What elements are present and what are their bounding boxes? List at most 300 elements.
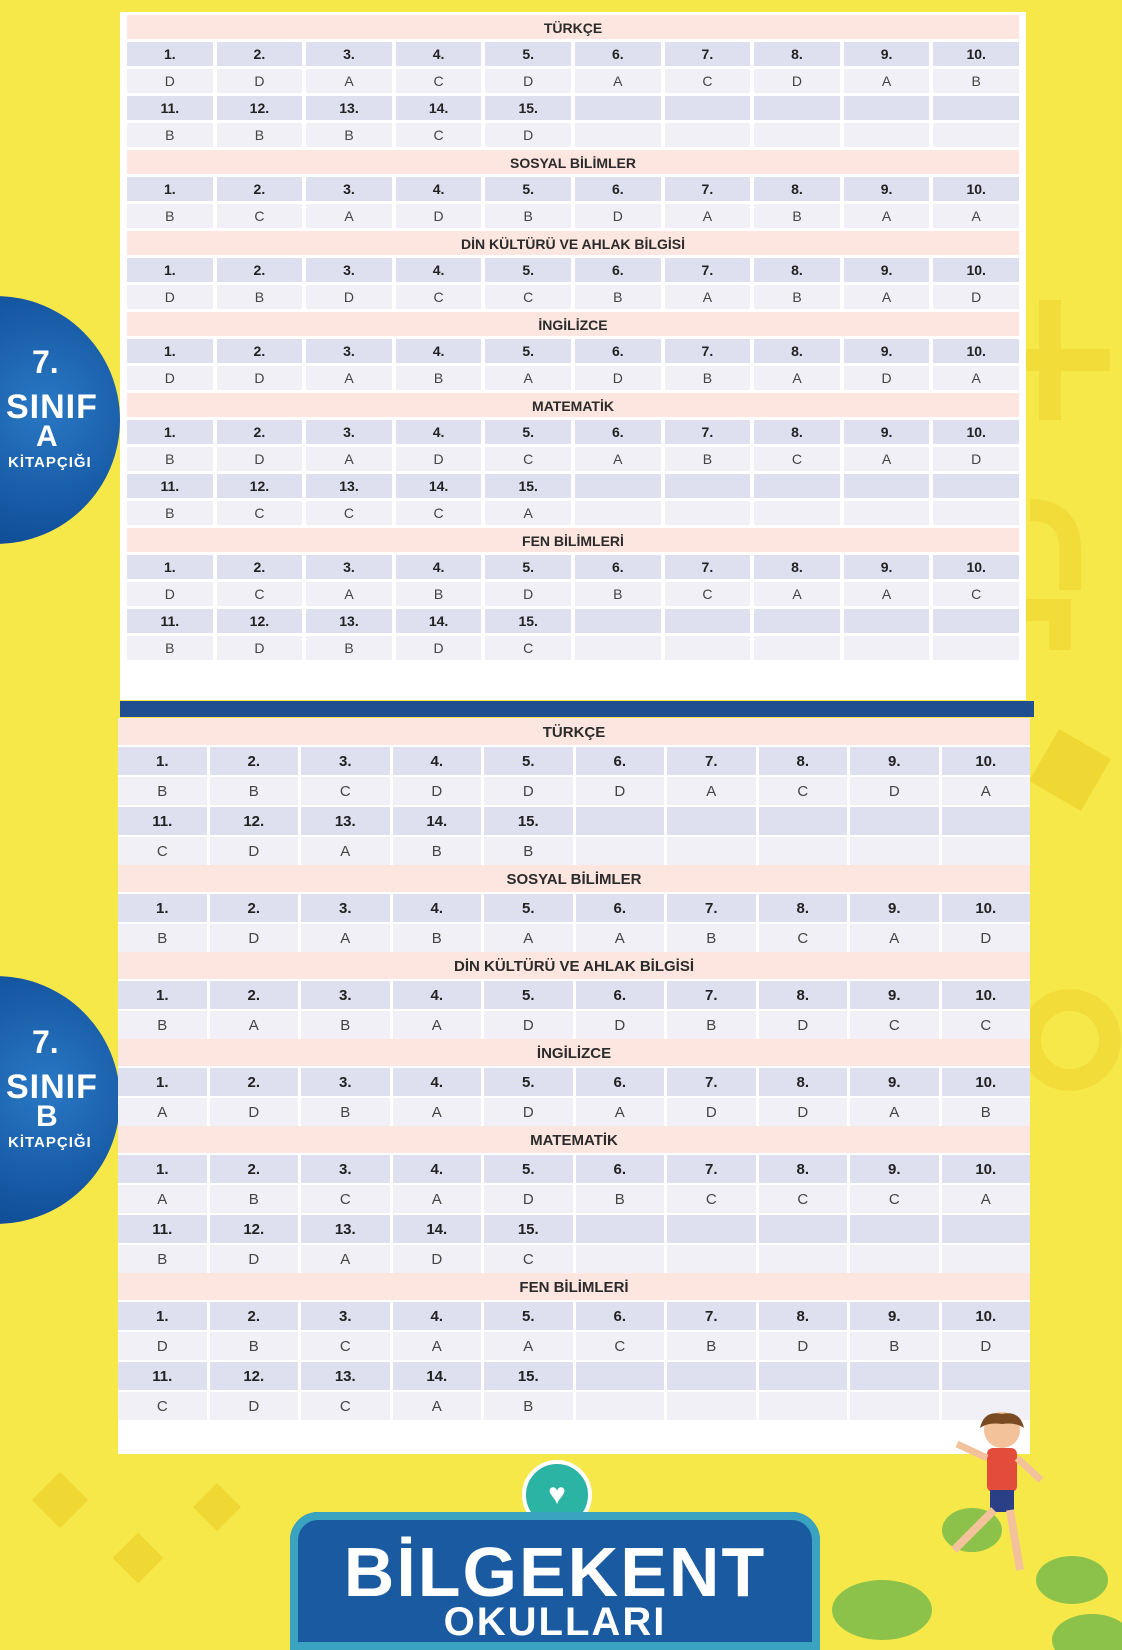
question-number: 15.: [484, 807, 573, 835]
question-number: 4.: [393, 981, 482, 1009]
question-number: 6.: [576, 981, 665, 1009]
answer-letter: D: [754, 69, 840, 93]
answer-letter: D: [759, 1332, 848, 1360]
answer-grid: [127, 609, 1019, 660]
question-number: 10.: [942, 747, 1031, 775]
answer-letter: D: [210, 1245, 299, 1273]
question-number: [575, 474, 661, 498]
subject-section: [118, 865, 1030, 952]
question-number: [759, 1362, 848, 1390]
answer-letter: A: [301, 837, 390, 865]
question-number: 1.: [118, 1302, 207, 1330]
answer-letter: D: [759, 1098, 848, 1126]
question-number: 12.: [217, 96, 303, 120]
question-number: [667, 1215, 756, 1243]
question-number: 14.: [396, 474, 482, 498]
question-number: 4.: [393, 894, 482, 922]
question-number: [850, 1215, 939, 1243]
answer-letter: A: [306, 447, 392, 471]
answer-letter: D: [396, 204, 482, 228]
badge-grade: 7.: [32, 1024, 59, 1060]
answer-letter: B: [575, 582, 661, 606]
answer-letter: D: [127, 69, 213, 93]
question-number: 2.: [217, 42, 303, 66]
question-number: 9.: [850, 1155, 939, 1183]
subject-section: [127, 312, 1019, 390]
subject-section: [127, 393, 1019, 525]
question-number: 9.: [844, 177, 930, 201]
answer-letter: A: [484, 1332, 573, 1360]
question-number: 3.: [301, 981, 390, 1009]
question-number: 13.: [301, 1215, 390, 1243]
question-number: 10.: [933, 258, 1019, 282]
answer-letter: [933, 501, 1019, 525]
question-number: 7.: [665, 420, 751, 444]
heart-icon: ♥: [522, 1460, 592, 1530]
question-number: 9.: [844, 258, 930, 282]
booklet-divider: [120, 701, 1034, 717]
question-number: 9.: [850, 1302, 939, 1330]
answer-letter: [665, 123, 751, 147]
answer-letter: B: [393, 837, 482, 865]
answer-grid: [118, 1362, 1030, 1420]
subject-title: MATEMATİK: [127, 393, 1019, 417]
answer-letter: C: [576, 1332, 665, 1360]
answer-grid: [118, 1155, 1030, 1213]
answer-letter: C: [942, 1011, 1031, 1039]
answer-letter: [576, 1245, 665, 1273]
answer-letter: D: [393, 777, 482, 805]
question-number: 1.: [127, 42, 213, 66]
question-number: 7.: [667, 981, 756, 1009]
answer-letter: A: [844, 447, 930, 471]
question-number: [844, 96, 930, 120]
question-number: 1.: [118, 1068, 207, 1096]
subject-title: TÜRKÇE: [118, 718, 1030, 745]
question-number: 2.: [210, 981, 299, 1009]
subject-title: SOSYAL BİLİMLER: [127, 150, 1019, 174]
answer-letter: C: [759, 924, 848, 952]
answer-letter: C: [217, 582, 303, 606]
answer-letter: C: [759, 1185, 848, 1213]
question-number: 13.: [306, 96, 392, 120]
question-number: 10.: [933, 420, 1019, 444]
question-number: 10.: [942, 981, 1031, 1009]
question-number: 3.: [306, 42, 392, 66]
answer-letter: C: [667, 1185, 756, 1213]
answer-letter: B: [210, 1185, 299, 1213]
question-number: 9.: [850, 747, 939, 775]
answer-letter: A: [485, 366, 571, 390]
logo-subtitle: OKULLARI: [443, 1600, 667, 1644]
answer-letter: A: [933, 366, 1019, 390]
question-number: [576, 1215, 665, 1243]
answer-letter: B: [667, 924, 756, 952]
badge-grade: 7.: [32, 344, 59, 380]
answer-letter: D: [484, 1011, 573, 1039]
answer-letter: A: [850, 1098, 939, 1126]
question-number: 3.: [301, 1302, 390, 1330]
answer-letter: [667, 1392, 756, 1420]
question-number: 6.: [576, 1302, 665, 1330]
question-number: 1.: [127, 555, 213, 579]
answer-letter: [942, 1245, 1031, 1273]
answer-letter: B: [217, 285, 303, 309]
answer-letter: D: [667, 1098, 756, 1126]
answer-letter: C: [933, 582, 1019, 606]
answer-letter: [933, 123, 1019, 147]
answer-letter: A: [485, 501, 571, 525]
answer-letter: B: [127, 636, 213, 660]
question-number: 14.: [396, 96, 482, 120]
subject-title: TÜRKÇE: [127, 15, 1019, 39]
answer-letter: B: [393, 924, 482, 952]
answer-grid: [118, 1215, 1030, 1273]
question-number: [667, 1362, 756, 1390]
question-number: 14.: [393, 1215, 482, 1243]
answer-letter: B: [667, 1332, 756, 1360]
answer-letter: B: [484, 1392, 573, 1420]
question-number: 5.: [484, 1068, 573, 1096]
question-number: 11.: [127, 474, 213, 498]
question-number: 13.: [301, 807, 390, 835]
question-number: 7.: [665, 42, 751, 66]
question-number: 4.: [393, 1068, 482, 1096]
subject-title: MATEMATİK: [118, 1126, 1030, 1153]
question-number: 5.: [484, 1155, 573, 1183]
question-number: 5.: [484, 747, 573, 775]
subject-title: SOSYAL BİLİMLER: [118, 865, 1030, 892]
answer-letter: A: [393, 1098, 482, 1126]
answer-letter: [667, 837, 756, 865]
answer-letter: C: [485, 285, 571, 309]
answer-letter: C: [217, 204, 303, 228]
answer-letter: D: [217, 636, 303, 660]
question-number: 7.: [665, 555, 751, 579]
school-logo: [290, 1512, 820, 1650]
badge-letter: B: [36, 1100, 58, 1133]
answer-letter: B: [127, 447, 213, 471]
answer-letter: B: [118, 777, 207, 805]
question-number: 9.: [844, 555, 930, 579]
question-number: 15.: [485, 474, 571, 498]
answer-letter: A: [306, 366, 392, 390]
question-number: 2.: [210, 894, 299, 922]
question-number: 7.: [667, 1068, 756, 1096]
answer-grid: [127, 339, 1019, 390]
question-number: 11.: [127, 609, 213, 633]
question-number: 3.: [301, 894, 390, 922]
subject-section: [118, 1273, 1030, 1420]
badge-booklet-word: KİTAPÇIĞI: [8, 1134, 92, 1151]
question-number: 2.: [210, 1302, 299, 1330]
question-number: 3.: [301, 747, 390, 775]
answer-letter: [754, 501, 840, 525]
answer-letter: B: [754, 285, 840, 309]
answer-letter: A: [850, 924, 939, 952]
subject-title: DİN KÜLTÜRÜ VE AHLAK BİLGİSİ: [127, 231, 1019, 255]
question-number: 7.: [667, 1302, 756, 1330]
question-number: 2.: [217, 177, 303, 201]
booklet-b-badge: [0, 976, 120, 1224]
question-number: 7.: [665, 258, 751, 282]
answer-grid: [118, 807, 1030, 865]
answer-letter: B: [850, 1332, 939, 1360]
question-number: 8.: [754, 420, 840, 444]
answer-letter: A: [665, 285, 751, 309]
answer-letter: C: [301, 777, 390, 805]
answer-letter: C: [759, 777, 848, 805]
question-number: 10.: [942, 1302, 1031, 1330]
subject-section: [127, 528, 1019, 660]
question-number: 2.: [217, 258, 303, 282]
answer-letter: C: [396, 123, 482, 147]
subject-section: [127, 150, 1019, 228]
answer-letter: D: [484, 1098, 573, 1126]
answer-grid: [127, 96, 1019, 147]
question-number: 8.: [759, 1155, 848, 1183]
answer-letter: D: [393, 1245, 482, 1273]
question-number: 8.: [759, 1302, 848, 1330]
answer-letter: C: [301, 1332, 390, 1360]
question-number: 6.: [575, 42, 661, 66]
question-number: 7.: [667, 747, 756, 775]
answer-letter: [844, 123, 930, 147]
answer-letter: C: [754, 447, 840, 471]
answer-letter: D: [396, 636, 482, 660]
answer-letter: D: [575, 204, 661, 228]
subject-title: FEN BİLİMLERİ: [118, 1273, 1030, 1300]
answer-letter: A: [393, 1185, 482, 1213]
answer-letter: [759, 1392, 848, 1420]
question-number: [933, 96, 1019, 120]
subject-title: FEN BİLİMLERİ: [127, 528, 1019, 552]
answer-letter: [759, 837, 848, 865]
answer-letter: B: [933, 69, 1019, 93]
subject-section: [118, 1126, 1030, 1273]
question-number: [575, 96, 661, 120]
answer-letter: A: [754, 366, 840, 390]
question-number: 2.: [217, 555, 303, 579]
question-number: 4.: [393, 1155, 482, 1183]
question-number: 1.: [118, 747, 207, 775]
question-number: 7.: [667, 1155, 756, 1183]
question-number: [665, 609, 751, 633]
question-number: [942, 1215, 1031, 1243]
answer-letter: C: [665, 69, 751, 93]
answer-letter: D: [127, 582, 213, 606]
answer-letter: C: [301, 1392, 390, 1420]
answer-grid: [127, 258, 1019, 309]
answer-letter: C: [484, 1245, 573, 1273]
question-number: 10.: [942, 894, 1031, 922]
answer-letter: B: [210, 777, 299, 805]
question-number: 8.: [754, 177, 840, 201]
question-number: 10.: [933, 42, 1019, 66]
answer-letter: D: [485, 123, 571, 147]
subject-section: [118, 718, 1030, 865]
answer-letter: A: [306, 582, 392, 606]
question-number: 3.: [301, 1155, 390, 1183]
answer-letter: [942, 1392, 1031, 1420]
answer-letter: [844, 636, 930, 660]
answer-letter: D: [933, 447, 1019, 471]
answer-grid: [127, 474, 1019, 525]
answer-letter: D: [759, 1011, 848, 1039]
answer-letter: A: [393, 1392, 482, 1420]
question-number: [667, 807, 756, 835]
answer-letter: B: [127, 123, 213, 147]
question-number: 2.: [210, 1155, 299, 1183]
question-number: 13.: [306, 609, 392, 633]
question-number: 12.: [217, 609, 303, 633]
question-number: 10.: [942, 1068, 1031, 1096]
answer-letter: A: [118, 1185, 207, 1213]
question-number: 6.: [575, 555, 661, 579]
answer-letter: C: [396, 69, 482, 93]
question-number: 8.: [759, 894, 848, 922]
answer-letter: B: [665, 447, 751, 471]
question-number: 2.: [210, 747, 299, 775]
question-number: 9.: [850, 1068, 939, 1096]
question-number: 11.: [118, 1215, 207, 1243]
question-number: 10.: [933, 555, 1019, 579]
answer-grid: [127, 555, 1019, 606]
question-number: 2.: [217, 420, 303, 444]
question-number: 1.: [118, 981, 207, 1009]
question-number: 12.: [217, 474, 303, 498]
answer-letter: D: [942, 924, 1031, 952]
question-number: 3.: [306, 339, 392, 363]
answer-letter: A: [844, 285, 930, 309]
question-number: 15.: [484, 1215, 573, 1243]
question-number: 8.: [759, 1068, 848, 1096]
question-number: 9.: [850, 894, 939, 922]
answer-letter: A: [844, 582, 930, 606]
question-number: 5.: [485, 339, 571, 363]
subject-section: [118, 952, 1030, 1039]
answer-letter: A: [301, 1245, 390, 1273]
answer-letter: B: [210, 1332, 299, 1360]
answer-letter: [576, 1392, 665, 1420]
answer-grid: [127, 420, 1019, 471]
answer-grid: [118, 1068, 1030, 1126]
answer-letter: [576, 837, 665, 865]
question-number: [850, 807, 939, 835]
answer-letter: D: [933, 285, 1019, 309]
answer-letter: [575, 636, 661, 660]
question-number: 4.: [396, 339, 482, 363]
answer-letter: A: [576, 924, 665, 952]
question-number: [844, 609, 930, 633]
question-number: 13.: [306, 474, 392, 498]
answer-letter: D: [942, 1332, 1031, 1360]
answer-letter: A: [306, 69, 392, 93]
question-number: 7.: [667, 894, 756, 922]
subject-title: İNGİLİZCE: [127, 312, 1019, 336]
question-number: 6.: [576, 747, 665, 775]
answer-letter: B: [396, 366, 482, 390]
question-number: [942, 807, 1031, 835]
answer-letter: D: [484, 1185, 573, 1213]
answer-grid: [118, 981, 1030, 1039]
answer-letter: B: [667, 1011, 756, 1039]
question-number: [665, 96, 751, 120]
question-number: 3.: [306, 177, 392, 201]
answer-letter: D: [118, 1332, 207, 1360]
question-number: 6.: [575, 177, 661, 201]
answer-letter: C: [118, 837, 207, 865]
question-number: 1.: [118, 894, 207, 922]
answer-letter: [754, 636, 840, 660]
subject-section: [118, 1039, 1030, 1126]
answer-letter: D: [210, 1392, 299, 1420]
answer-letter: B: [306, 636, 392, 660]
answer-letter: [942, 837, 1031, 865]
question-number: 1.: [127, 177, 213, 201]
answer-letter: [850, 1392, 939, 1420]
question-number: 12.: [210, 1215, 299, 1243]
answer-letter: A: [942, 1185, 1031, 1213]
answer-letter: D: [576, 1011, 665, 1039]
answer-letter: A: [393, 1332, 482, 1360]
answer-letter: C: [306, 501, 392, 525]
answer-letter: D: [576, 777, 665, 805]
answer-letter: A: [667, 777, 756, 805]
answer-letter: A: [393, 1011, 482, 1039]
question-number: [759, 1215, 848, 1243]
question-number: [754, 609, 840, 633]
question-number: 8.: [754, 555, 840, 579]
question-number: 4.: [396, 420, 482, 444]
logo-brand: BİLGEKENT: [343, 1533, 767, 1611]
answer-letter: B: [301, 1098, 390, 1126]
answer-letter: [754, 123, 840, 147]
question-number: 1.: [127, 339, 213, 363]
answer-letter: D: [217, 447, 303, 471]
answer-letter: C: [301, 1185, 390, 1213]
question-number: 9.: [844, 420, 930, 444]
question-number: [759, 807, 848, 835]
answer-letter: B: [118, 1011, 207, 1039]
question-number: 5.: [484, 894, 573, 922]
answer-letter: [665, 636, 751, 660]
answer-letter: A: [942, 777, 1031, 805]
question-number: 1.: [118, 1155, 207, 1183]
badge-booklet-word: KİTAPÇIĞI: [8, 454, 92, 471]
question-number: 12.: [210, 1362, 299, 1390]
question-number: 5.: [485, 258, 571, 282]
answer-letter: D: [850, 777, 939, 805]
answer-letter: B: [665, 366, 751, 390]
answer-letter: A: [844, 204, 930, 228]
question-number: 10.: [933, 177, 1019, 201]
question-number: 14.: [393, 807, 482, 835]
subject-section: [127, 231, 1019, 309]
question-number: [754, 474, 840, 498]
question-number: 6.: [576, 894, 665, 922]
question-number: [850, 1362, 939, 1390]
answer-letter: C: [665, 582, 751, 606]
answer-letter: D: [396, 447, 482, 471]
answer-grid: [118, 894, 1030, 952]
answer-letter: B: [118, 1245, 207, 1273]
answer-letter: D: [844, 366, 930, 390]
question-number: 8.: [754, 258, 840, 282]
question-number: 9.: [850, 981, 939, 1009]
answer-letter: B: [306, 123, 392, 147]
answer-letter: D: [485, 582, 571, 606]
